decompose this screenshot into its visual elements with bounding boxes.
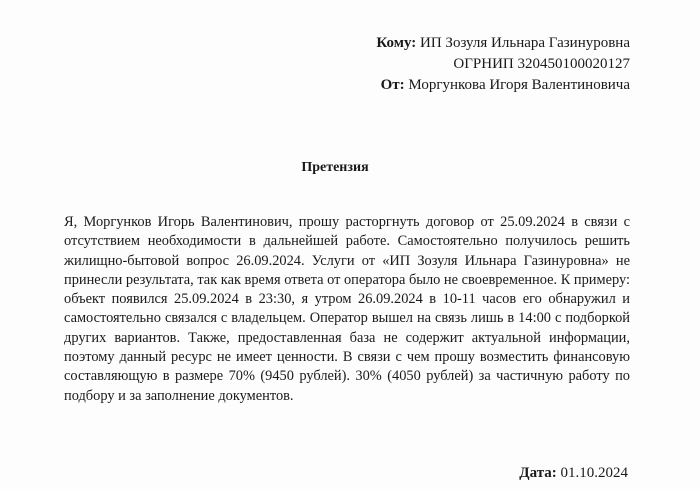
recipient-label: Кому: (376, 35, 417, 51)
sender-label: От: (380, 77, 405, 93)
document-title-text: Претензия (301, 160, 369, 175)
date-label: Дата: (519, 465, 557, 481)
date-line (519, 465, 628, 482)
document-title (0, 160, 700, 176)
addressee-block (376, 33, 630, 96)
claim-body-text: Я, Моргунков Игорь Валентинович, прошу расторгнуть договор от 25.09.2024 в связи с отсутствием необходимости в дальнейшей работе. Самостоятельно получилось решить жилищно-бытовой вопрос 26.09.2024. Услуги от «ИП Зозуля Ильнара Газинуровна» не принесли результата, так как время ответа от оператора было не своевременное. К примеру: объект появился 25.09.2024 в 23:30, я утром 26.09.2024 в 10-11 часов его обнаружил и самостоятельно связался с владельцем. Оператор вышел на связь лишь в 14:00 с подборкой других вариантов. Также, предоставленная база не содержит актуальной информации, поэтому данный ресурс не имеет ценности. В связи с чем прошу возместить финансовую составляющую в размере 70% (9450 рублей). 30% (4050 рублей) за частичную работу по подбору и за заполнение документов. (64, 214, 630, 404)
sender-line (376, 75, 630, 96)
ogrnip-line: ОГРНИП 320450100020127 (453, 56, 630, 72)
recipient-name: ИП Зозуля Ильнара Газинуровна (420, 35, 630, 51)
recipient-line (376, 33, 630, 54)
date-value: 01.10.2024 (560, 465, 628, 481)
sender-name: Моргункова Игоря Валентиновича (408, 77, 630, 93)
